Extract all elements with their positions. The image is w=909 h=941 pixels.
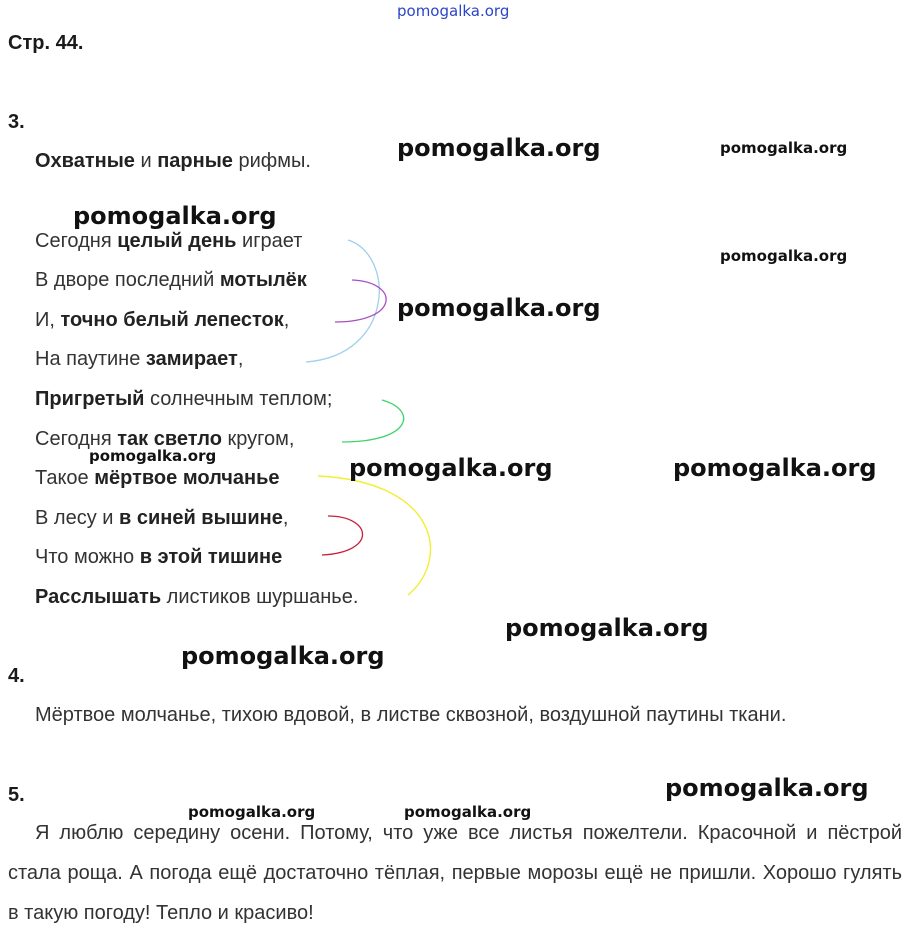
poem-line-5: Пригретый солнечным теплом; — [35, 388, 333, 410]
poem-line-1: Сегодня целый день играет — [35, 230, 303, 252]
watermark: pomogalka.org — [188, 803, 316, 821]
watermark: pomogalka.org — [505, 614, 709, 642]
poem-line-3: И, точно белый лепесток, — [35, 309, 290, 331]
intro-word-3: парные — [157, 150, 233, 172]
watermark: pomogalka.org — [720, 247, 848, 265]
task-5-text: Я люблю середину осени. Потому, что уже все листья пожелтели. Красочной и пёстрой стала роща. А погода ещё достаточно тёплая, первые морозы ещё не пришли. Хорошо гулять в такую погоду! Тепло и красиво! — [8, 822, 902, 924]
watermark: pomogalka.org — [181, 642, 385, 670]
watermark: pomogalka.org — [397, 134, 601, 162]
watermark: pomogalka.org — [73, 202, 277, 230]
intro-word-1: Охватные — [35, 150, 135, 172]
intro-word-4: рифмы. — [232, 150, 311, 172]
rhyme-arc-green — [342, 400, 404, 442]
watermark: pomogalka.org — [665, 774, 869, 802]
watermark: pomogalka.org — [673, 454, 877, 482]
poem-line-10: Расслышать листиков шуршанье. — [35, 586, 359, 608]
watermark-top: pomogalka.org — [397, 2, 510, 20]
rhyme-arc-outer — [306, 240, 379, 362]
task-4-number: 4. — [8, 665, 25, 687]
task-3-number: 3. — [8, 111, 25, 133]
poem-line-2: В дворе последний мотылёк — [35, 269, 307, 291]
poem-line-9: Что можно в этой тишине — [35, 546, 283, 568]
intro-word-2: и — [134, 150, 158, 172]
watermark: pomogalka.org — [720, 139, 848, 157]
poem-line-8: В лесу и в синей вышине, — [35, 507, 289, 529]
watermark: pomogalka.org — [349, 454, 553, 482]
poem-line-4: На паутине замирает, — [35, 348, 244, 370]
rhyme-arc-red — [322, 516, 363, 555]
rhyme-arc-yellow — [318, 476, 430, 595]
poem-line-6: Сегодня так светло кругом, — [35, 428, 295, 450]
watermark: pomogalka.org — [404, 803, 532, 821]
page-reference: Стр. 44. — [8, 32, 84, 54]
poem-line-7: Такое мёртвое молчанье — [35, 467, 280, 489]
task-5-number: 5. — [8, 784, 25, 806]
watermark: pomogalka.org — [397, 294, 601, 322]
watermark: pomogalka.org — [89, 447, 217, 465]
task-4-text: Мёртвое молчанье, тихою вдовой, в листве сквозной, воздушной паутины ткани. — [35, 704, 787, 726]
